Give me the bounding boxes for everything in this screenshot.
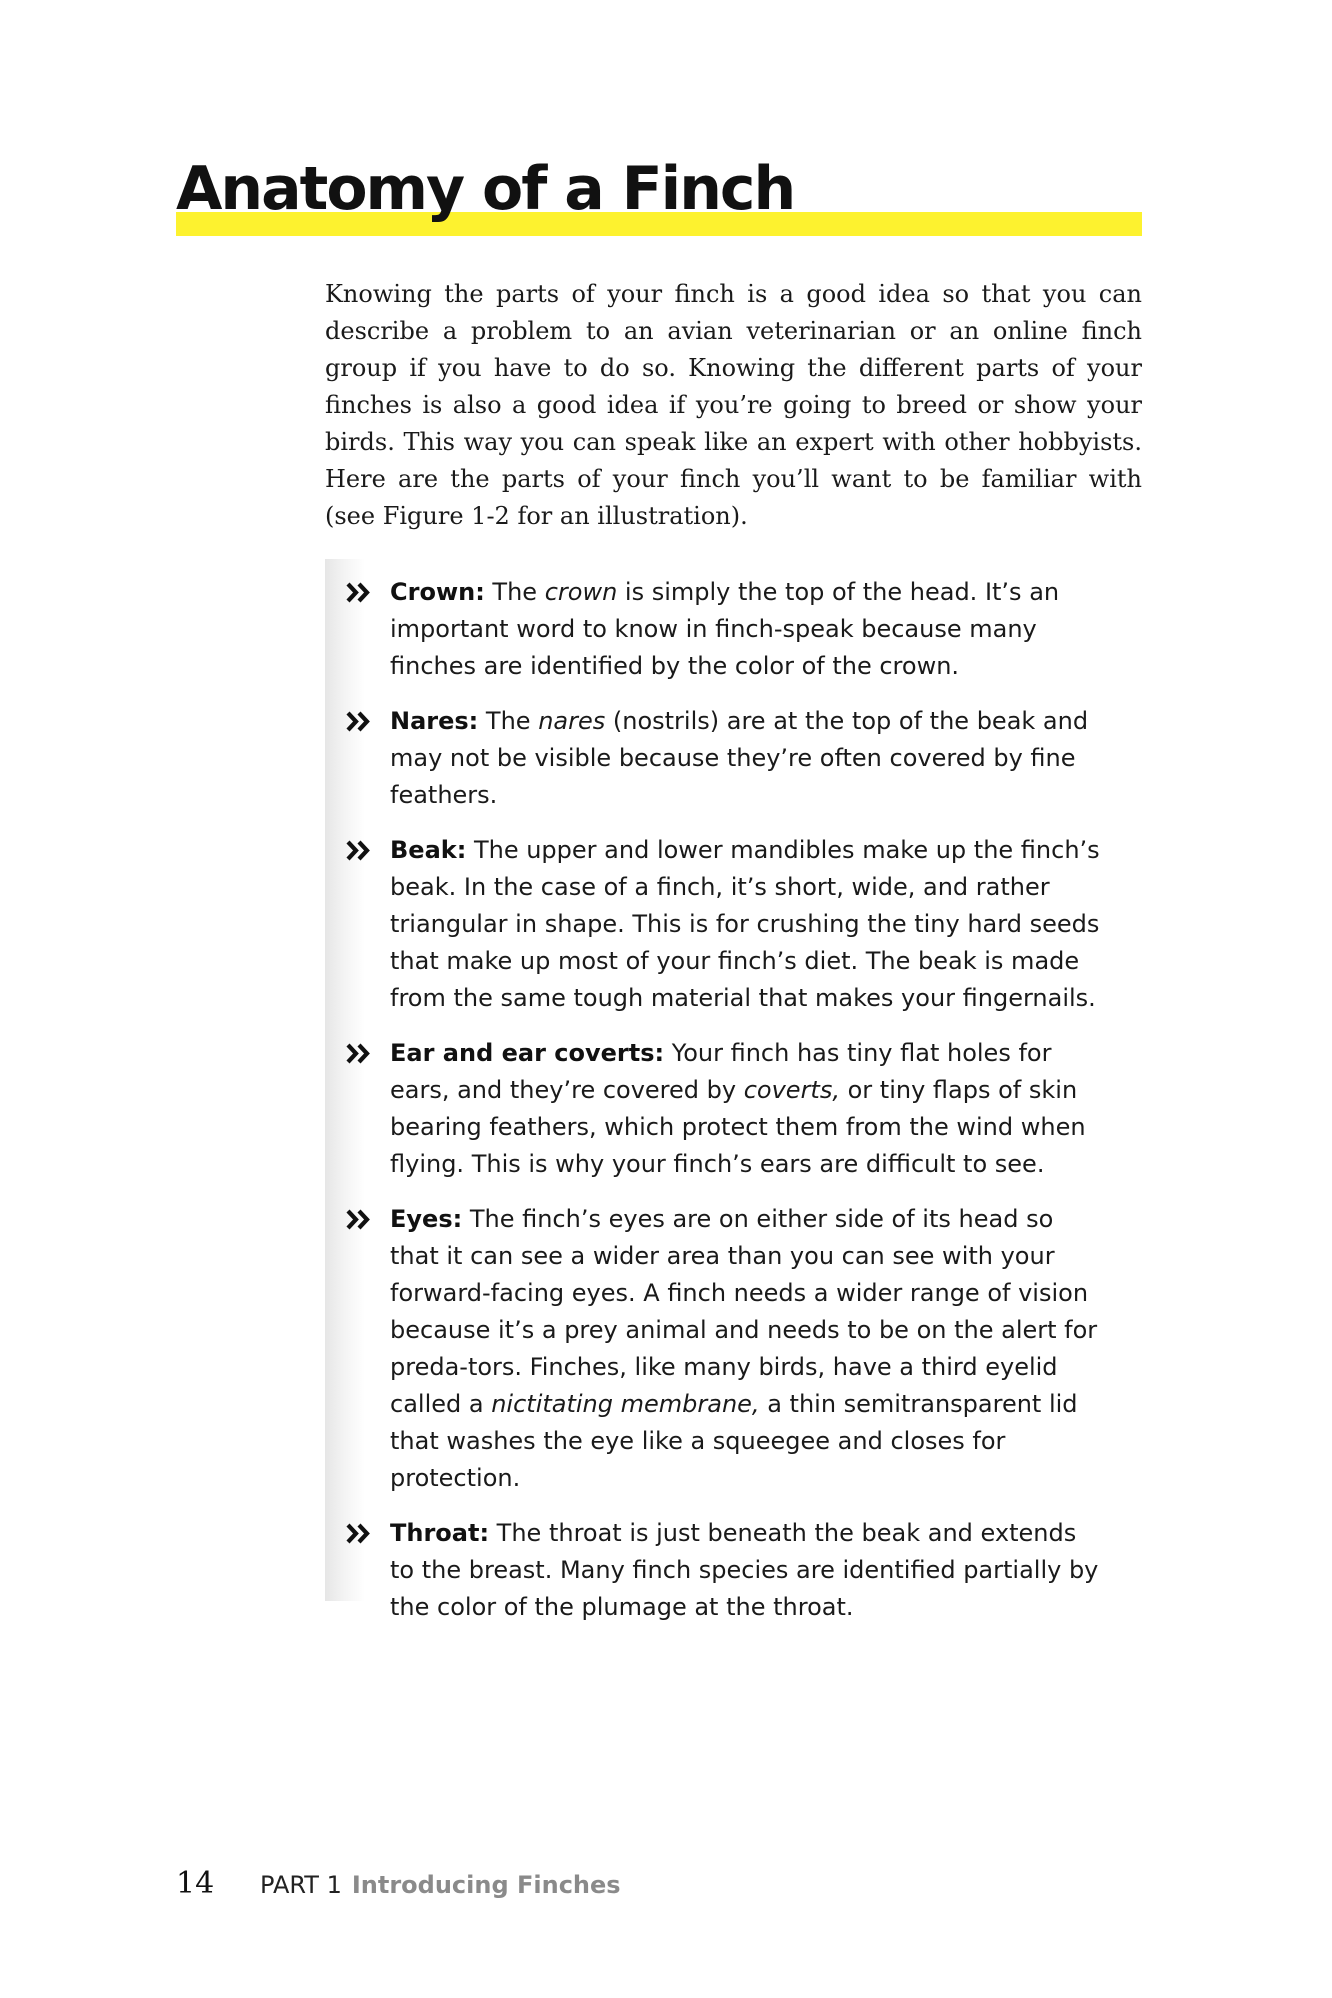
bullet-text: The throat is just beneath the beak and extends to the breast. Many finch species are identified partially by the color of the plumage at the throat.: [390, 1519, 1099, 1621]
double-chevron-right-icon: [345, 703, 375, 740]
bullet-throat: [345, 1515, 1105, 1626]
anatomy-bullet-list: [345, 574, 1105, 1626]
bullet-eyes: [345, 1201, 1105, 1497]
bullet-emphasis: coverts,: [743, 1076, 840, 1104]
bullet-nares: [345, 703, 1105, 814]
page-number: 14: [176, 1866, 215, 1901]
bullet-term: Eyes:: [390, 1205, 463, 1233]
double-chevron-right-icon: [345, 574, 375, 611]
footer-part-label: PART 1: [260, 1871, 342, 1899]
bullet-text: is simply the top of the head. It’s an important word to know in finch-speak because many finches are identified by the color of the crown.: [390, 578, 1060, 680]
bullet-term: Crown:: [390, 578, 485, 606]
bullet-term: Ear and ear coverts:: [390, 1039, 665, 1067]
bullet-crown: [345, 574, 1105, 685]
running-footer: [260, 1867, 621, 1903]
intro-paragraph: Knowing the parts of your finch is a good idea so that you can describe a problem to an avian veterinarian or an online finch group if you have to do so. Knowing the different parts of your finches is also a good idea if you’re going to breed or show your birds. This way you can speak like an expert with other hobbyists. Here are the parts of your finch you’ll want to be familiar with (see Figure 1-2 for an illustration).: [325, 280, 1142, 530]
bullet-emphasis: nictitating membrane,: [491, 1390, 760, 1418]
bullet-text: The finch’s eyes are on either side of its head so that it can see a wider area than you can see with your forward-facing eyes. A finch needs a wider range of vision because it’s a prey animal and needs to be on the alert for preda-tors. Finches, like many birds, have a third eyelid called a: [390, 1205, 1098, 1418]
bullet-term: Throat:: [390, 1519, 490, 1547]
double-chevron-right-icon: [345, 1035, 375, 1072]
section-heading-block: [176, 148, 1142, 240]
section-heading: Anatomy of a Finch: [176, 154, 795, 224]
bullet-emphasis: crown: [544, 578, 618, 606]
bullet-text: The: [478, 707, 539, 735]
footer-chapter-title: Introducing Finches: [351, 1871, 621, 1899]
bullet-text: a thin semitransparent lid that washes the eye like a squeegee and closes for protection.: [390, 1390, 1078, 1492]
bullet-term: Nares:: [390, 707, 479, 735]
bullet-text: (nostrils) are at the top of the beak and may not be visible because they’re often covered by fine feathers.: [390, 707, 1089, 809]
bullet-beak: [345, 832, 1105, 1017]
bullet-emphasis: nares: [538, 707, 606, 735]
bullet-text: Your finch has tiny flat holes for ears, and they’re covered by: [390, 1039, 1052, 1104]
double-chevron-right-icon: [345, 832, 375, 869]
bullet-term: Beak:: [390, 836, 467, 864]
bullet-text: The upper and lower mandibles make up the finch’s beak. In the case of a finch, it’s short, wide, and rather triangular in shape. This is for crushing the tiny hard seeds that make up most of your finch’s diet. The beak is made from the same tough material that makes your fingernails.: [390, 836, 1100, 1012]
double-chevron-right-icon: [345, 1515, 375, 1552]
bullet-text: The: [484, 578, 545, 606]
double-chevron-right-icon: [345, 1201, 375, 1238]
bullet-ear-coverts: [345, 1035, 1105, 1183]
bullet-text: or tiny flaps of skin bearing feathers, which protect them from the wind when flying. This is why your finch’s ears are difficult to see.: [390, 1076, 1086, 1178]
